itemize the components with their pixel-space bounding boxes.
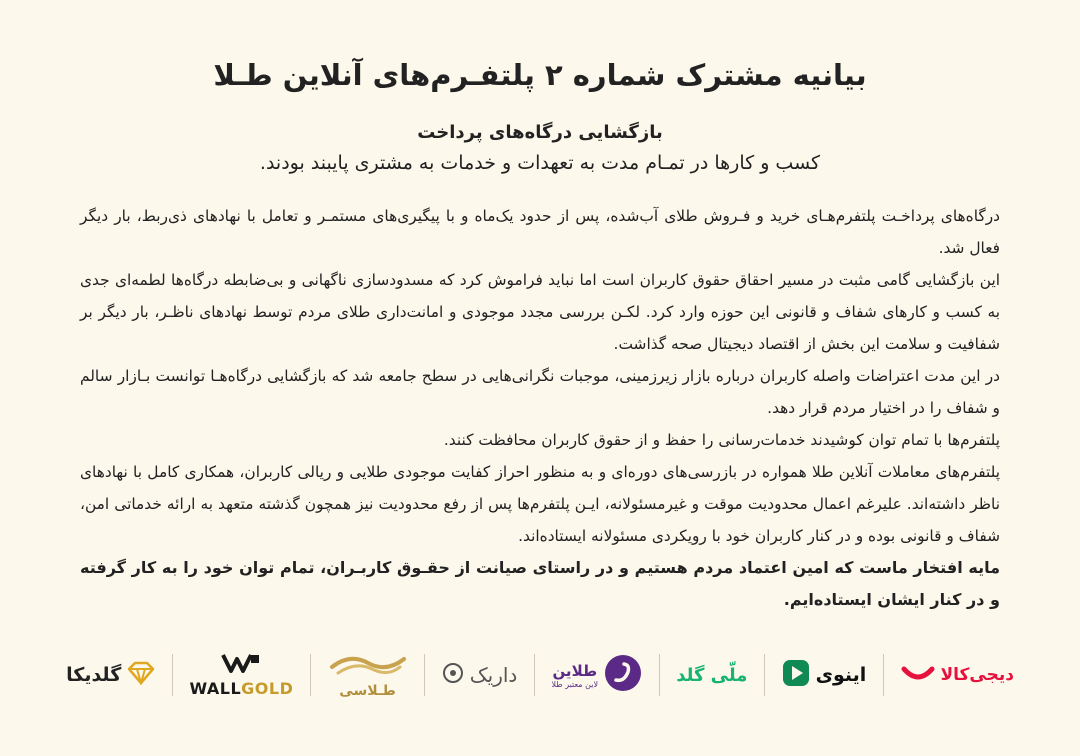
daric-circle-icon [442, 662, 464, 688]
mellie-gold-logo [670, 645, 753, 705]
talasi-logo-text: طـلاسی [339, 683, 396, 699]
inovi-logo-text: اینوی [815, 664, 867, 686]
goldika-logo [60, 645, 161, 705]
logo-divider [310, 654, 311, 696]
logo-divider [764, 654, 765, 696]
talasi-wave-icon [328, 651, 408, 681]
partner-logos [60, 640, 1020, 710]
logo-divider [883, 654, 884, 696]
logo-divider [659, 654, 660, 696]
mellie-gold-logo-text: ملّی گلد [676, 664, 748, 686]
paragraph-1: درگاه‌های پرداخـت پلتفرم‌هـای خرید و فـروش طلای آب‌شده، پس از حدود یک‌ماه و با پیگیری‌های مستمـر و تعامل با نهادهای ذی‌ربط، بار دیگر فعال شد. [80, 207, 1000, 257]
paragraph-3: در این مدت اعتراضات واصله کاربران درباره بازار زیرزمینی، موجبات نگرانی‌هایی در سطح جامعه شد که بازگشایی درگاه‌هـا توانست بـازار سالم و شفاف را در اختیار مردم قرار دهد. [80, 367, 1000, 417]
paragraph-2: این بازگشایی گامی مثبت در مسیر احقاق حقوق کاربران است اما نباید فراموش کرد که مسدودسازی ناگهانی و بی‌ضابطه درگاه‌ها لطمه‌ای جدی به کسب و کارهای شفاف و قانونی این حوزه وارد کرد. لکـن بررسی مجدد موجودی و امانت‌داری طلای مردم توسط نهادهای ناظـر، بار دیگر بر شفافیت و سلامت این بخش از اقتصاد دیجیتال صحه گذاشت. [80, 271, 1000, 353]
paragraph-5: پلتفرم‌های معاملات آنلاین طلا همواره در بازرسی‌های دوره‌ای و به منظور احراز کفایت موجودی طلایی و ریالی کاربران، همکاری کامل با نهادهای ناظر داشته‌اند. علیرغم اعمال محدودیت موقت و غیرمسئولانه، ایـن پلتفرم‌ها پس از رفع محدودیت نیز همچون گذشته متعهد به ارائه خدماتی امن، شفاف و قانونی بوده و در کنار کاربران خود با رویکردی مسئولانه ایستاده‌اند. [80, 463, 1000, 545]
page-subtitle: بازگشایی درگاه‌های پرداخت [417, 122, 663, 143]
talayen-mark-icon [604, 654, 642, 696]
wallgold-wall-text: WALL [189, 678, 242, 698]
logo-divider [172, 654, 173, 696]
wallgold-gold-text: GOLD [241, 678, 294, 698]
wallgold-mark-icon [221, 653, 261, 677]
daric-logo [436, 645, 524, 705]
inovi-play-icon [782, 659, 810, 691]
logo-divider [534, 654, 535, 696]
talayen-logo-text: طلاین [552, 661, 598, 680]
paragraph-4: پلتفرم‌ها با تمام توان کوشیدند خدمات‌رسانی را حفظ و از حقوق کاربران محافظت کنند. [443, 431, 1000, 449]
talayen-logo-subtext: لاین معتبر طلا [551, 679, 599, 689]
daric-logo-text: داریک [469, 663, 518, 687]
wallgold-logo-text [189, 679, 293, 698]
digikala-smile-icon [901, 663, 935, 687]
page-tagline: کسب و کارها در تمـام مدت به تعهدات و خدمات به مشتری پایبند بودند. [259, 152, 821, 174]
goldika-logo-text: گلدیکا [66, 664, 122, 686]
statement-body [80, 200, 1000, 616]
talayen-logo [546, 645, 649, 705]
talayen-text-group [552, 662, 599, 689]
inovi-logo [776, 645, 873, 705]
goldika-gem-icon [127, 661, 155, 689]
logo-divider [424, 654, 425, 696]
wallgold-logo [183, 645, 299, 705]
digikala-logo-text: دیجی‌کالا [940, 665, 1014, 685]
digikala-logo [895, 645, 1021, 705]
page-title: بیانیه مشترک شماره ۲ پلتفـرم‌های آنلاین طـلا [213, 58, 867, 92]
talasi-logo [322, 645, 414, 705]
closing-statement: مایه افتخار ماست که امین اعتماد مردم هستیم و در راستای صیانت از حقـوق کاربـران، تمام توان خود را به کار گرفته و در کنار ایشان ایستاده‌ایم. [80, 558, 1000, 609]
